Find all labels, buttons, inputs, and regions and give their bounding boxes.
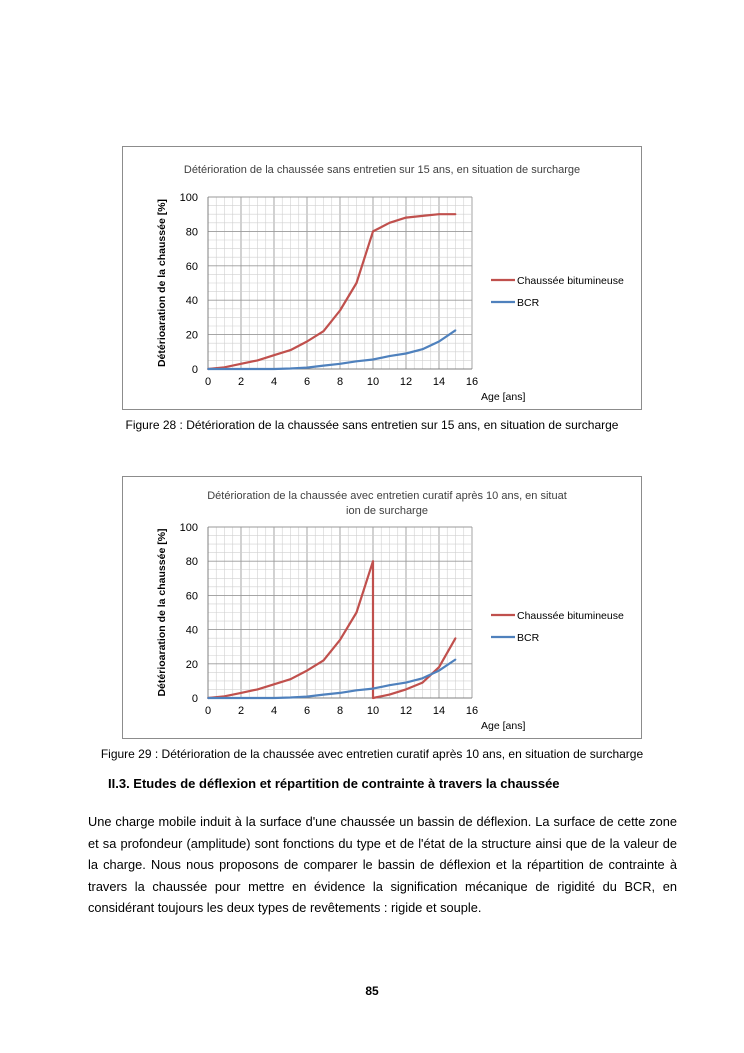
data-point xyxy=(323,659,325,661)
data-point xyxy=(257,368,259,370)
data-point xyxy=(372,560,374,562)
data-point xyxy=(405,689,407,691)
data-point xyxy=(257,697,259,699)
x-tick-label: 6 xyxy=(303,376,311,388)
data-point xyxy=(455,213,457,215)
x-tick-label: 0 xyxy=(204,376,212,388)
x-tick-label: 14 xyxy=(432,705,446,717)
data-point xyxy=(455,329,457,331)
legend-label: Chaussée bitumineuse xyxy=(517,275,624,287)
data-point xyxy=(438,213,440,215)
x-tick-label: 16 xyxy=(465,705,479,717)
data-point xyxy=(339,692,341,694)
x-tick-label: 4 xyxy=(270,705,278,717)
x-tick-label: 12 xyxy=(399,376,413,388)
data-point xyxy=(323,365,325,367)
data-point xyxy=(356,612,358,614)
y-tick-label: 80 xyxy=(185,226,198,239)
y-axis-label: Détérioaration de la chaussée [%] xyxy=(156,198,168,368)
figure-29-caption: Figure 29 : Détérioration de la chaussée avec entretien curatif après 10 ans, en situation de surcharge xyxy=(100,747,644,761)
legend xyxy=(491,275,624,309)
data-point xyxy=(339,639,341,641)
x-tick-label: 4 xyxy=(270,376,278,388)
data-point xyxy=(273,683,275,685)
chart-1 xyxy=(123,147,641,409)
data-point xyxy=(306,696,308,698)
data-point xyxy=(372,697,374,699)
data-point xyxy=(224,697,226,699)
data-point xyxy=(389,694,391,696)
data-point xyxy=(339,363,341,365)
legend-item xyxy=(491,275,624,287)
data-point xyxy=(422,677,424,679)
data-point xyxy=(207,368,209,370)
data-point xyxy=(438,670,440,672)
gridlines xyxy=(208,197,472,369)
chart-title-line: ion de surcharge xyxy=(346,505,428,517)
data-point xyxy=(356,282,358,284)
x-tick-label: 16 xyxy=(465,376,479,388)
y-tick-label: 80 xyxy=(185,556,198,569)
x-tick-label: 10 xyxy=(366,376,380,388)
y-tick-label: 0 xyxy=(191,693,198,705)
data-point xyxy=(306,670,308,672)
data-point xyxy=(306,341,308,343)
legend-item xyxy=(491,297,540,309)
data-point xyxy=(372,688,374,690)
data-point xyxy=(323,330,325,332)
data-point xyxy=(290,678,292,680)
x-tick-label: 12 xyxy=(399,705,413,717)
legend-label: BCR xyxy=(517,632,540,644)
data-point xyxy=(438,341,440,343)
y-tick-label: 100 xyxy=(179,522,198,534)
chart-2 xyxy=(123,477,641,738)
y-tick-label: 40 xyxy=(185,295,198,308)
x-tick-label: 0 xyxy=(204,705,212,717)
y-tick-label: 20 xyxy=(185,658,198,671)
data-point xyxy=(356,689,358,691)
data-point xyxy=(257,360,259,362)
chart-1-frame xyxy=(122,146,642,410)
data-point xyxy=(422,682,424,684)
legend-label: Chaussée bitumineuse xyxy=(517,610,624,622)
legend-item xyxy=(491,632,540,644)
x-tick-label: 6 xyxy=(303,705,311,717)
x-axis-label: Age [ans] xyxy=(481,720,526,732)
data-point xyxy=(290,368,292,370)
y-tick-label: 0 xyxy=(191,364,198,376)
body-paragraph: Une charge mobile induit à la surface d'une chaussée un bassin de déflexion. La surface de cette zone et sa profondeur (amplitude) sont fonctions du type et de l'état de la structure ainsi que de la valeur de la charge. Nous nous proposons de comparer le bassin de déflexion et la répartition de contrainte à travers la chaussée pour mettre en évidence la signification mécanique de rigidité du BCR, en considérant toujours les deux types de revêtements : rigide et souple. xyxy=(88,814,677,915)
data-point xyxy=(438,666,440,668)
x-tick-label: 2 xyxy=(237,705,245,717)
figure-28-caption: Figure 28 : Détérioration de la chaussée sans entretien sur 15 ans, en situation de surcharge xyxy=(125,418,619,432)
x-tick-label: 2 xyxy=(237,376,245,388)
data-point xyxy=(356,360,358,362)
chart-title-line: Détérioration de la chaussée avec entretien curatif après 10 ans, en situat xyxy=(207,490,567,502)
data-point xyxy=(207,697,209,699)
data-point xyxy=(273,354,275,356)
y-tick-label: 60 xyxy=(185,260,198,273)
data-point xyxy=(240,368,242,370)
y-tick-label: 60 xyxy=(185,590,198,603)
data-point xyxy=(273,368,275,370)
data-point xyxy=(339,310,341,312)
data-point xyxy=(389,222,391,224)
x-axis-label: Age [ans] xyxy=(481,391,526,403)
data-point xyxy=(422,348,424,350)
data-point xyxy=(306,367,308,369)
section-heading: II.3. Etudes de déflexion et répartition de contrainte à travers la chaussée xyxy=(108,776,560,791)
data-point xyxy=(455,659,457,661)
legend-label: BCR xyxy=(517,297,540,309)
data-point xyxy=(405,217,407,219)
x-tick-label: 14 xyxy=(432,376,446,388)
data-point xyxy=(224,368,226,370)
data-point xyxy=(273,697,275,699)
page-number xyxy=(0,984,744,998)
x-tick-label: 8 xyxy=(336,376,344,388)
x-tick-label: 10 xyxy=(366,705,380,717)
page-number-value: 85 xyxy=(365,984,379,998)
x-tick-label: 8 xyxy=(336,705,344,717)
chart-title-line: Détérioration de la chaussée sans entretien sur 15 ans, en situation de surcharge xyxy=(183,164,581,176)
y-axis-label: Détérioaration de la chaussée [%] xyxy=(156,528,168,697)
data-point xyxy=(240,697,242,699)
legend xyxy=(491,610,624,644)
data-point xyxy=(389,684,391,686)
data-point xyxy=(422,215,424,217)
y-tick-label: 100 xyxy=(179,192,198,204)
data-point xyxy=(323,694,325,696)
data-point xyxy=(389,355,391,357)
data-point xyxy=(405,353,407,355)
data-point xyxy=(240,363,242,365)
data-point xyxy=(405,682,407,684)
data-point xyxy=(257,689,259,691)
data-point xyxy=(290,349,292,351)
data-point xyxy=(240,692,242,694)
data-point xyxy=(455,637,457,639)
y-tick-label: 40 xyxy=(185,624,198,637)
legend-item xyxy=(491,610,624,622)
data-point xyxy=(372,359,374,361)
data-point xyxy=(290,697,292,699)
data-point xyxy=(372,231,374,233)
chart-title xyxy=(184,164,580,176)
chart-2-frame xyxy=(122,476,642,739)
chart-title xyxy=(207,490,567,517)
y-tick-label: 20 xyxy=(185,329,198,342)
